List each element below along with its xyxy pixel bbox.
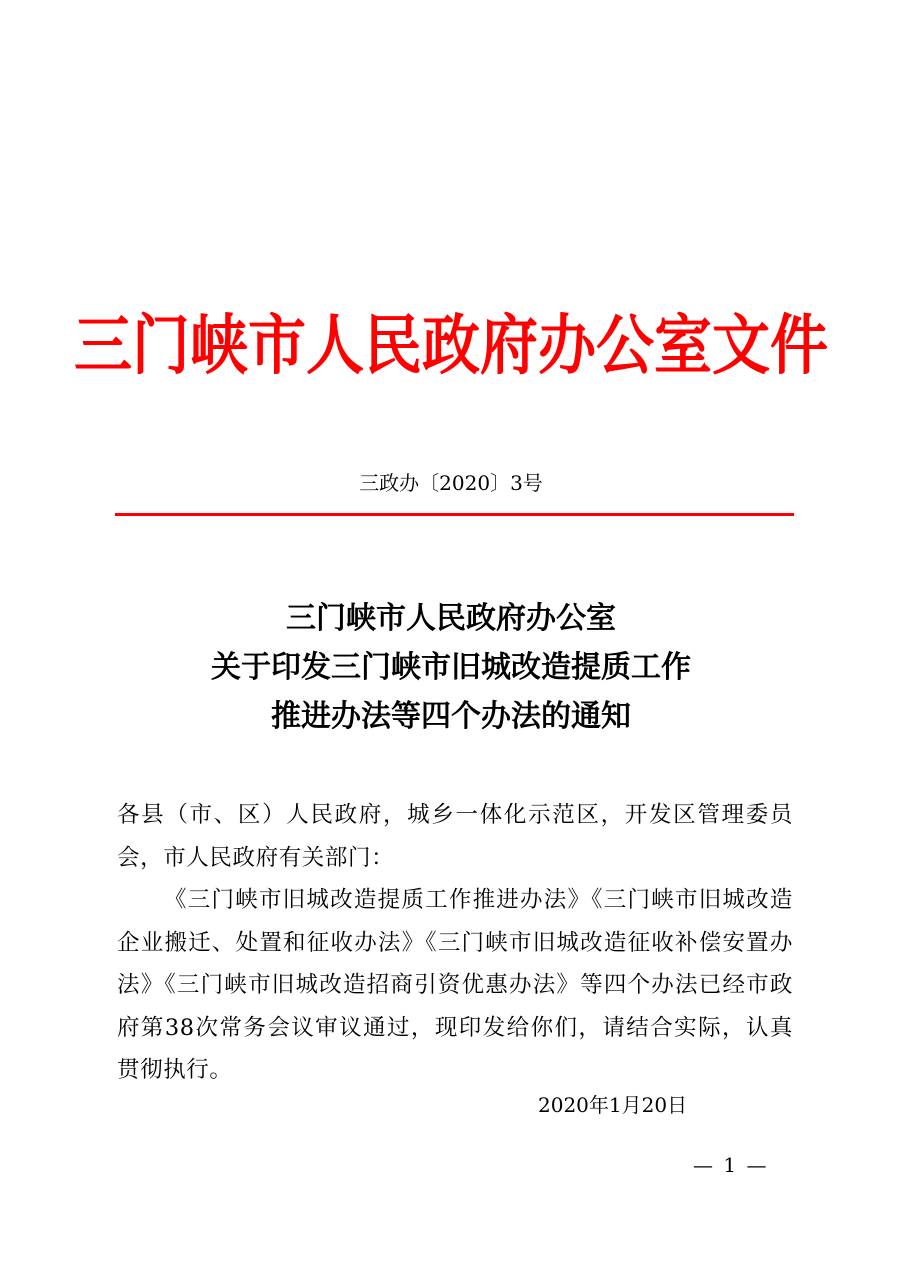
document-number: 三政办〔2020〕3号 [359, 471, 543, 495]
red-divider-rule [115, 513, 794, 516]
document-title [0, 594, 902, 741]
document-body [117, 794, 793, 1092]
salutation: 各县（市、区）人民政府，城乡一体化示范区，开发区管理委员会，市人民政府有关部门： [117, 802, 793, 871]
issuer-header-title: 三门峡市人民政府办公室文件 [73, 306, 828, 384]
page-number: — 1 — [693, 1153, 769, 1177]
issue-date: 2020年1月20日 [538, 1093, 688, 1117]
document-title-line-1: 三门峡市人民政府办公室 [286, 601, 616, 636]
document-title-line-2: 关于印发三门峡市旧城改造提质工作 [211, 650, 691, 685]
document-title-line-3: 推进办法等四个办法的通知 [271, 699, 631, 734]
body-paragraph: 《三门峡市旧城改造提质工作推进办法》《三门峡市旧城改造企业搬迁、处置和征收办法》《三门峡市旧城改造征收补偿安置办法》《三门峡市旧城改造招商引资优惠办法》等四个办法已经市政府第38次常务会议审议通过，现印发给你们，请结合实际，认真贯彻执行。 [117, 887, 793, 1083]
